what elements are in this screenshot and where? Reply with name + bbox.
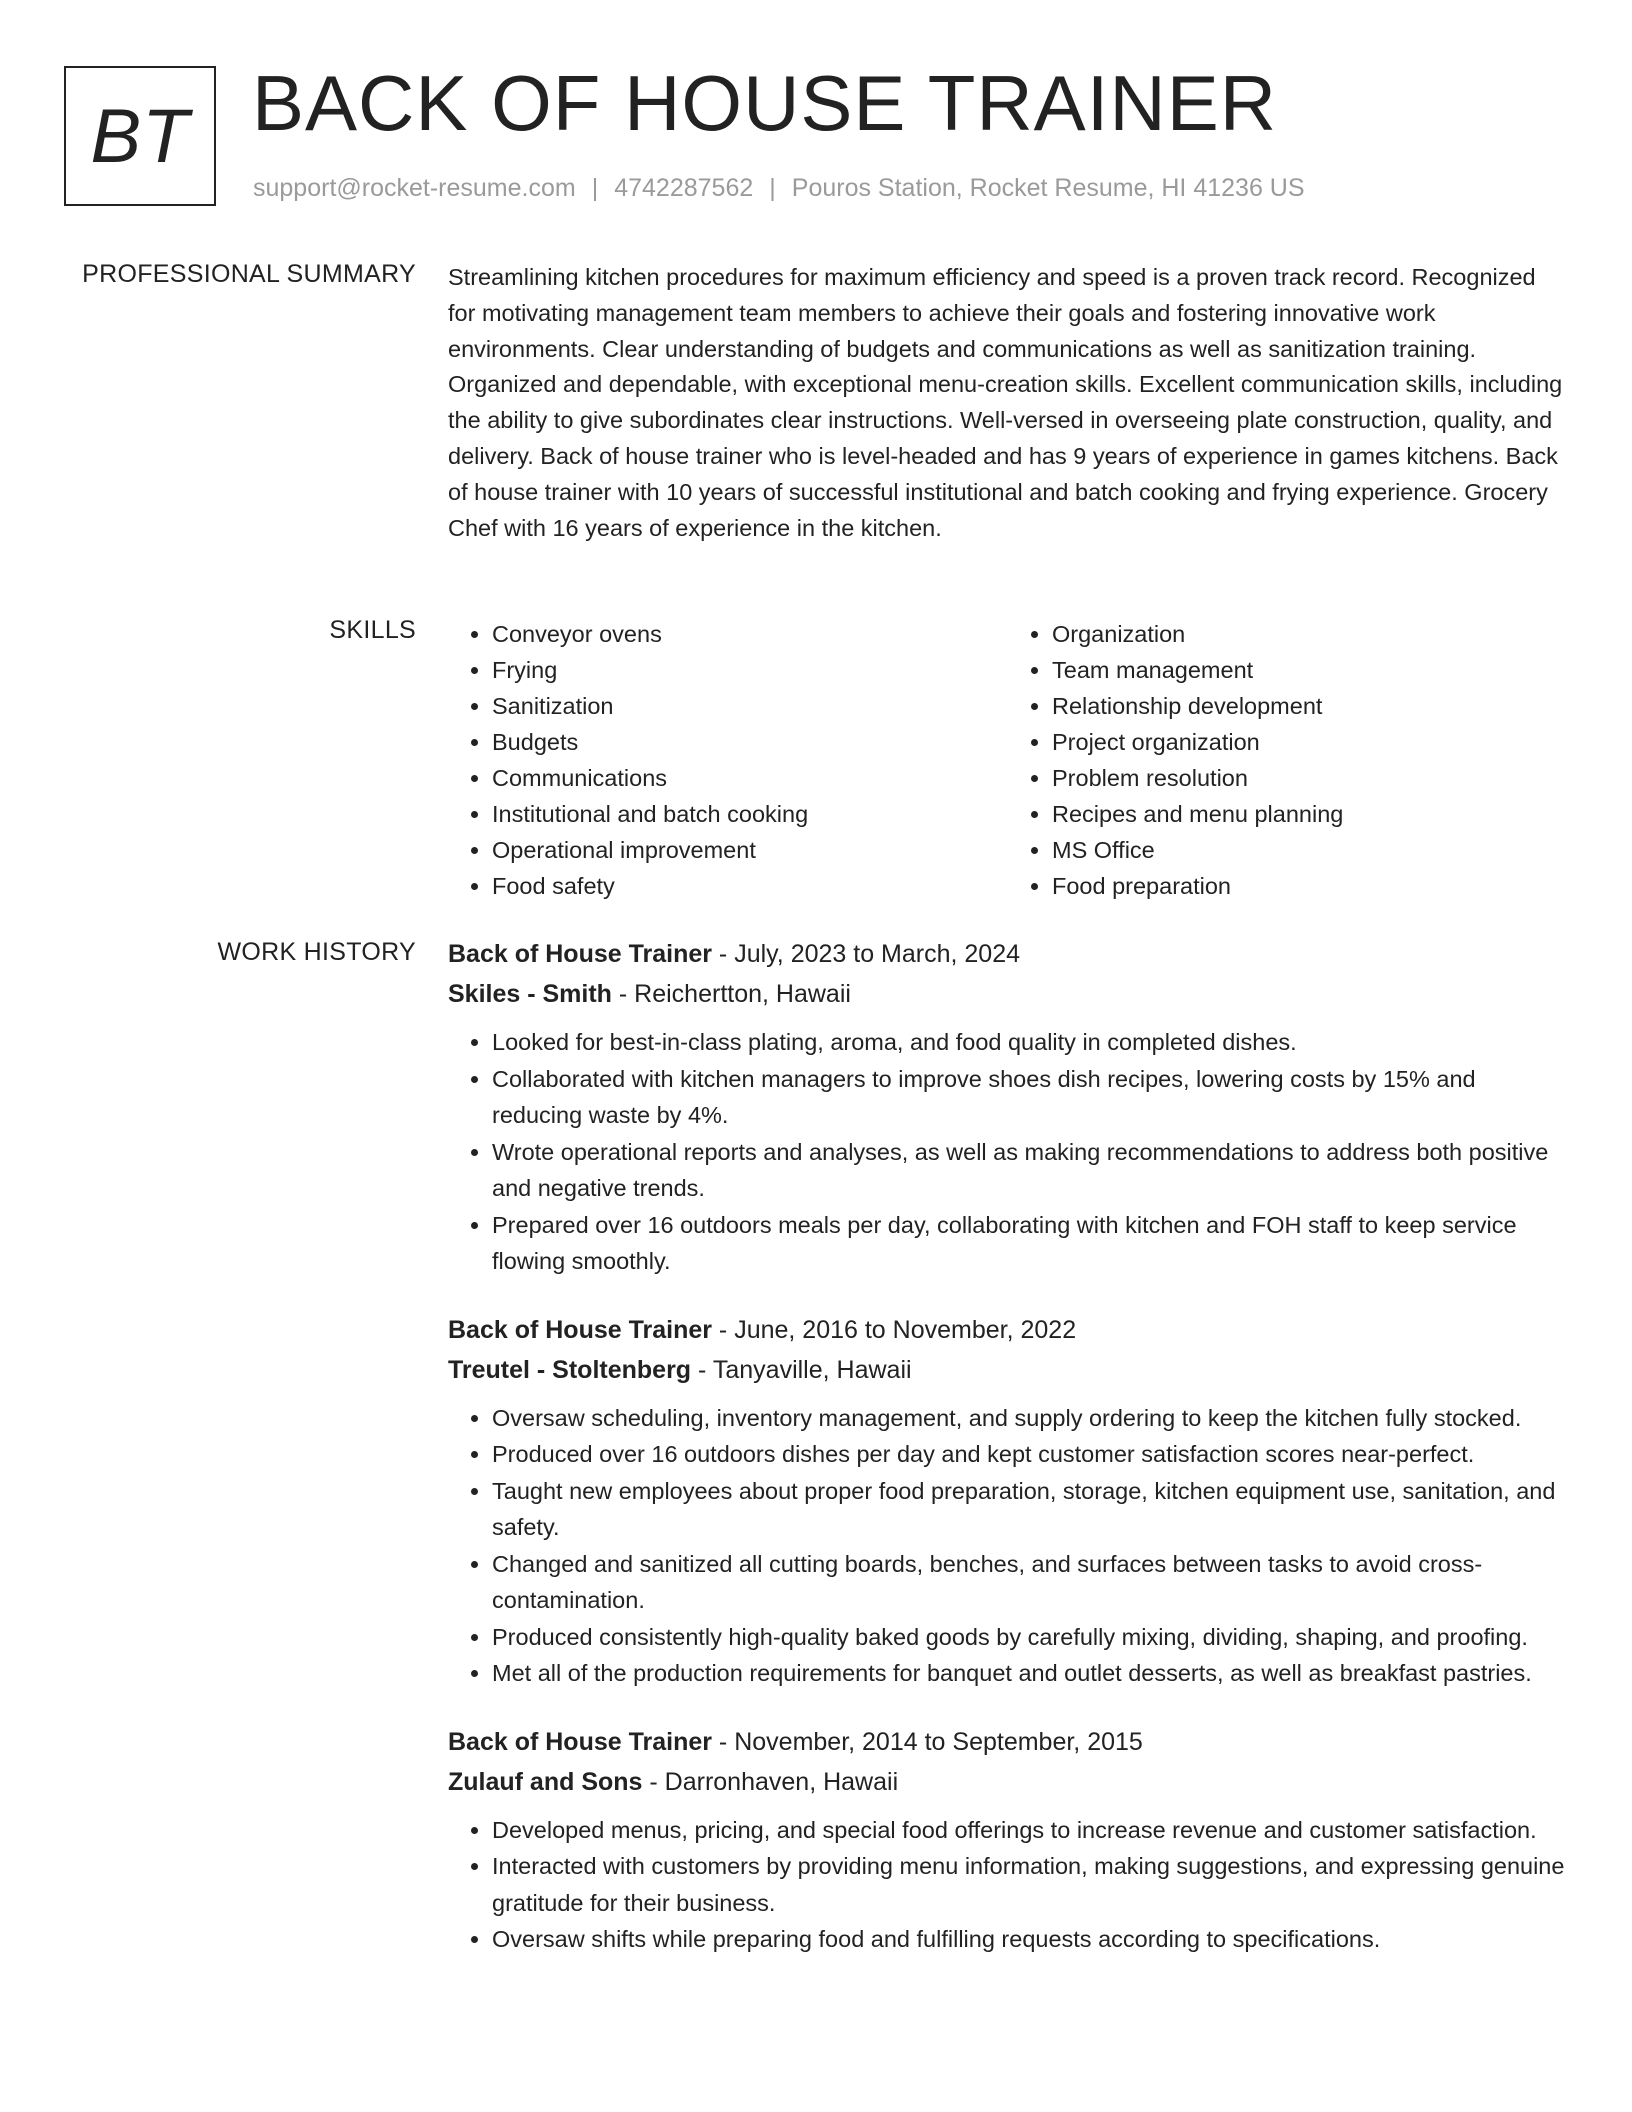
job-bullet: • Collaborated with kitchen managers to improve shoes dish recipes, lowering costs by 15% and reducing waste by 4%. [492, 1061, 1568, 1134]
skill-item: • Team management [1052, 652, 1568, 688]
job-title: Back of House Trainer [448, 940, 712, 968]
phone[interactable]: 4742287562 [614, 174, 754, 202]
skill-item: • Sanitization [492, 688, 1008, 724]
email[interactable]: support@rocket-resume.com [253, 174, 576, 202]
job-bullet: • Produced over 16 outdoors dishes per day and kept customer satisfaction scores near-perfect. [492, 1436, 1568, 1473]
skills-label: SKILLS [329, 616, 416, 644]
job-bullet: • Met all of the production requirements for banquet and outlet desserts, as well as breakfast pastries. [492, 1655, 1568, 1692]
job-bullet: • Changed and sanitized all cutting boards, benches, and surfaces between tasks to avoid cross-contamination. [492, 1546, 1568, 1619]
initials-monogram: BT [64, 66, 216, 206]
contact-line [253, 174, 1305, 203]
job-bullets [448, 1024, 1568, 1280]
job-entry [448, 1722, 1568, 1958]
job-title: Back of House Trainer [448, 1315, 712, 1344]
skill-item: • Problem resolution [1052, 760, 1568, 796]
summary-text: Streamlining kitchen procedures for maximum efficiency and speed is a proven track record. Recognized for motivating management team members to achieve their goals and fostering innovative work environments. Clear understanding of budgets and communications as well as sanitization training. Organized and dependable, with exceptional menu-creation skills. Excellent communication skills, including the ability to give subordinates clear instructions. Well-versed in overseeing plate construction, quality, and delivery. Back of house trainer who is level-headed and has 9 years of experience in games kitchens. Back of house trainer with 10 years of successful institutional and batch cooking and frying experience. Grocery Chef with 16 years of experience in the kitchen. [448, 264, 1563, 541]
skill-item: • Food safety [492, 868, 1008, 904]
skill-item: • Relationship development [1052, 688, 1568, 724]
work-history-label: WORK HISTORY [217, 938, 416, 966]
job-heading [448, 1310, 1568, 1350]
skill-item: • MS Office [1052, 832, 1568, 868]
skill-item: • Communications [492, 760, 1008, 796]
resume-title: BACK OF HOUSE TRAINER [252, 59, 1278, 147]
skill-item: • Food preparation [1052, 868, 1568, 904]
skills-list-right [1008, 616, 1568, 904]
job-dates: - November, 2014 to September, 2015 [711, 1727, 1143, 1756]
job-bullet: • Oversaw scheduling, inventory management, and supply ordering to keep the kitchen fully stocked. [492, 1400, 1568, 1437]
job-location: - Reichertton, Hawaii [611, 980, 851, 1008]
address: Pouros Station, Rocket Resume, HI 41236 US [791, 174, 1305, 202]
job-employer [448, 1350, 1568, 1390]
separator: | [591, 174, 599, 202]
separator: | [769, 174, 776, 202]
job-dates: - July, 2023 to March, 2024 [711, 940, 1021, 968]
skills-body [448, 616, 1568, 904]
job-bullet: • Developed menus, pricing, and special food offerings to increase revenue and customer satisfaction. [492, 1812, 1568, 1849]
job-title: Back of House Trainer [448, 1727, 712, 1756]
skill-item: • Institutional and batch cooking [492, 796, 1008, 832]
skill-item: • Budgets [492, 724, 1008, 760]
job-heading [448, 934, 1568, 974]
company-name: Treutel - Stoltenberg [448, 1355, 692, 1384]
job-bullets [448, 1812, 1568, 1958]
summary-label: PROFESSIONAL SUMMARY [82, 260, 416, 288]
job-bullet: • Wrote operational reports and analyses, as well as making recommendations to address both positive and negative trends. [492, 1134, 1568, 1207]
skills-list-left [448, 616, 1008, 904]
job-bullet: • Oversaw shifts while preparing food and fulfilling requests according to specifications. [492, 1921, 1568, 1958]
job-employer [448, 974, 1568, 1014]
skill-item: • Recipes and menu planning [1052, 796, 1568, 832]
job-entry [448, 1310, 1568, 1692]
skill-item: • Frying [492, 652, 1008, 688]
job-location: - Darronhaven, Hawaii [642, 1767, 899, 1796]
company-name: Skiles - Smith [448, 980, 612, 1008]
job-employer [448, 1762, 1568, 1802]
job-bullet: • Prepared over 16 outdoors meals per day, collaborating with kitchen and FOH staff to keep service flowing smoothly. [492, 1207, 1568, 1280]
job-dates: - June, 2016 to November, 2022 [711, 1315, 1077, 1344]
job-bullet: • Interacted with customers by providing menu information, making suggestions, and expressing genuine gratitude for their business. [492, 1848, 1568, 1921]
job-entry [448, 934, 1568, 1280]
job-bullets [448, 1400, 1568, 1692]
skill-item: • Conveyor ovens [492, 616, 1008, 652]
job-bullet: • Taught new employees about proper food preparation, storage, kitchen equipment use, sanitation, and safety. [492, 1473, 1568, 1546]
skill-item: • Project organization [1052, 724, 1568, 760]
work-history-body [448, 934, 1568, 1988]
job-heading [448, 1722, 1568, 1762]
job-bullet: • Produced consistently high-quality baked goods by carefully mixing, dividing, shaping, and proofing. [492, 1619, 1568, 1656]
company-name: Zulauf and Sons [448, 1767, 643, 1796]
skill-item: • Operational improvement [492, 832, 1008, 868]
job-bullet: • Looked for best-in-class plating, aroma, and food quality in completed dishes. [492, 1024, 1568, 1061]
skill-item: • Organization [1052, 616, 1568, 652]
job-location: - Tanyaville, Hawaii [691, 1355, 912, 1384]
